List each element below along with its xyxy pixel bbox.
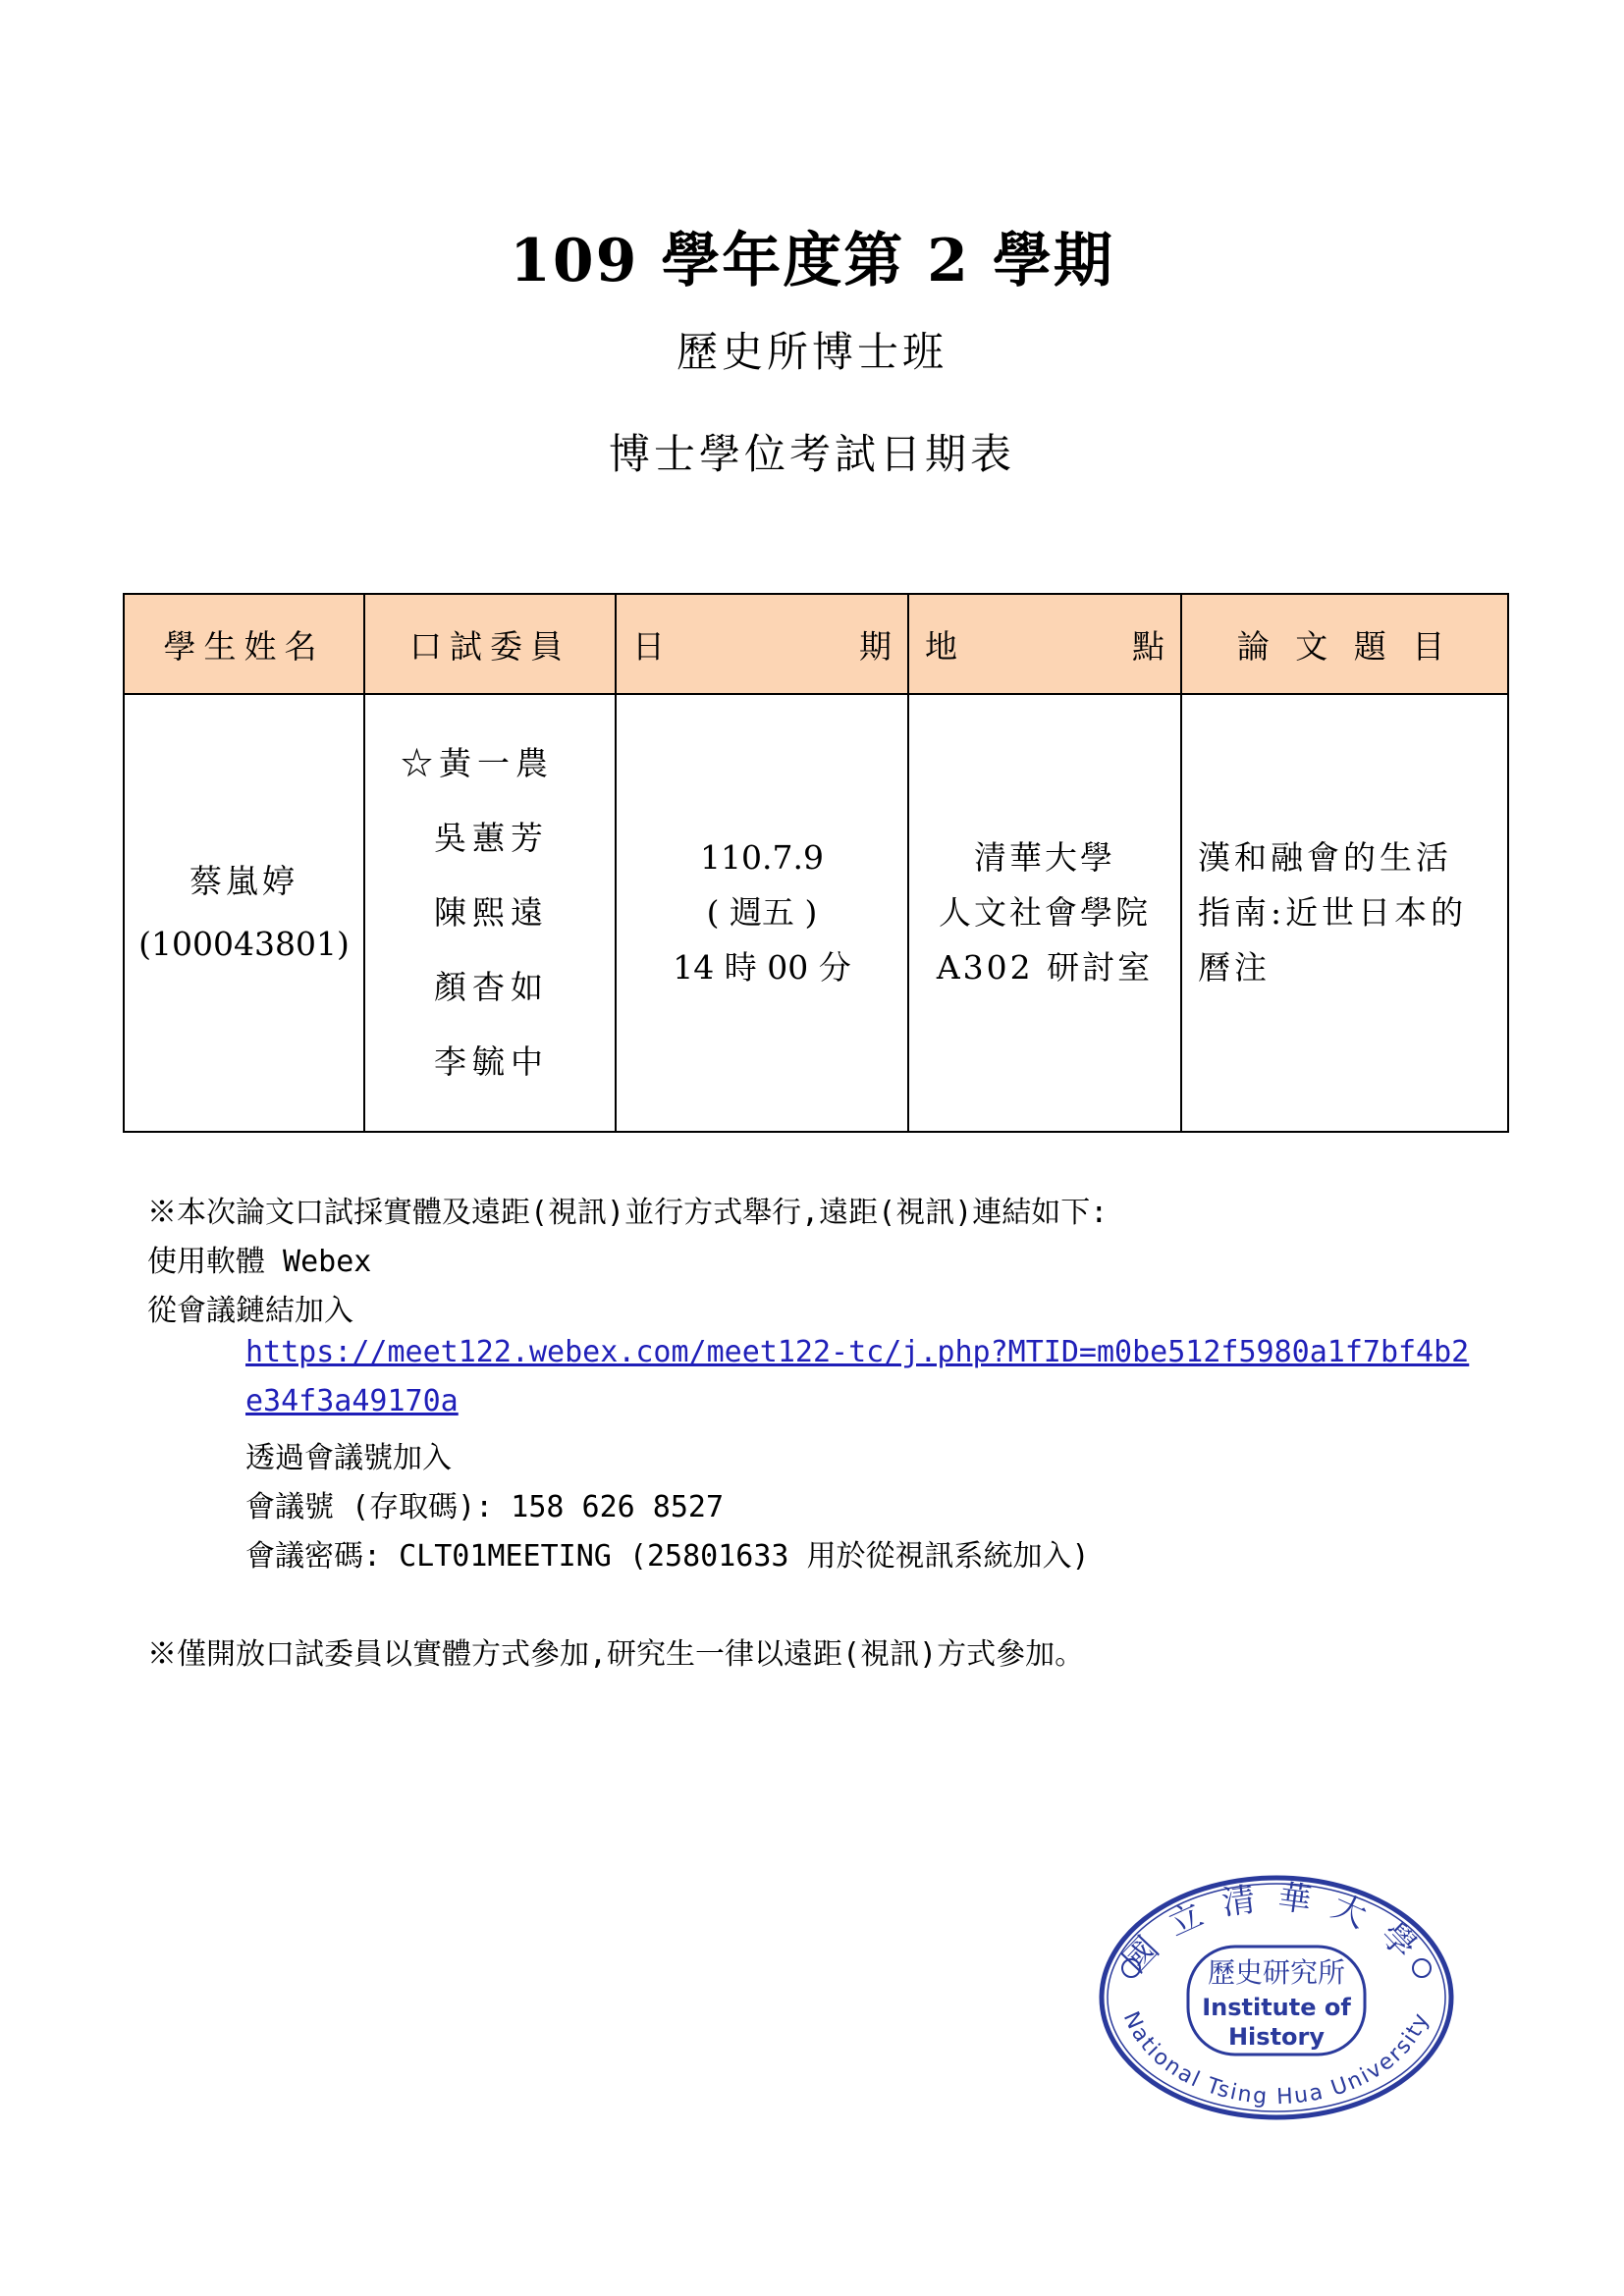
header-thesis: 論 文 題 目 xyxy=(1181,594,1508,694)
stamp-bottom-text: National Tsing Hua University xyxy=(1117,2007,1435,2110)
exam-schedule-table xyxy=(123,593,1509,1133)
document-title: 博士學位考試日期表 xyxy=(608,430,1015,478)
thesis-line: 曆注 xyxy=(1198,948,1271,987)
header-place-left: 地 xyxy=(925,626,957,666)
page-title: 109 學年度第 2 學期 xyxy=(510,227,1114,295)
table-header-row xyxy=(124,594,1508,694)
note-hybrid-format: ※本次論文口試採實體及遠距(視訊)並行方式舉行,遠距(視訊)連結如下: xyxy=(147,1196,1109,1230)
department-title: 歷史所博士班 xyxy=(676,328,947,376)
meeting-link-part1[interactable]: https://meet122.webex.com/meet122-tc/j.php?MTID=m0be512f5980a1f7bf4b2 xyxy=(245,1335,1470,1369)
committee-member: 吳蕙芳 xyxy=(434,819,549,857)
stamp-center-line1: 歷史研究所 xyxy=(1207,1956,1346,1989)
header-student: 學生姓名 xyxy=(124,594,364,694)
exam-weekday: ( 週五 ) xyxy=(706,893,818,932)
committee-member: 陳熙遠 xyxy=(434,893,549,932)
header-date-right: 期 xyxy=(859,626,892,666)
cell-thesis xyxy=(1181,694,1508,1132)
place-line: 清華大學 xyxy=(974,838,1115,877)
note-join-by-link: 從會議鏈結加入 xyxy=(147,1294,353,1328)
student-name: 蔡嵐婷 xyxy=(189,862,298,900)
stamp-top-text: 國立清華大學 xyxy=(1114,1877,1438,1981)
header-place-right: 點 xyxy=(1132,626,1164,666)
meeting-link-part2[interactable]: e34f3a49170a xyxy=(245,1384,459,1418)
place-line: A302 研討室 xyxy=(936,948,1154,987)
institute-seal-stamp xyxy=(1090,1870,1463,2125)
committee-member: 李毓中 xyxy=(434,1042,549,1081)
thesis-line: 指南:近世日本的 xyxy=(1198,893,1468,932)
meeting-password: 會議密碼: CLT01MEETING (25801633 用於從視訊系統加入) xyxy=(245,1539,1090,1574)
header-place xyxy=(908,594,1181,694)
exam-time: 14 時 00 分 xyxy=(673,948,851,987)
stamp-center-line2: Institute of xyxy=(1202,1994,1351,2021)
thesis-line: 漢和融會的生活 xyxy=(1198,838,1452,877)
cell-committee xyxy=(364,694,616,1132)
header-date-left: 日 xyxy=(632,626,665,666)
header-date xyxy=(616,594,908,694)
place-line: 人文社會學院 xyxy=(939,893,1151,932)
table-row xyxy=(124,694,1508,1132)
header-committee: 口試委員 xyxy=(364,594,616,694)
student-id: (100043801) xyxy=(138,925,350,963)
note-attendance-policy: ※僅開放口試委員以實體方式參加,研究生一律以遠距(視訊)方式參加。 xyxy=(147,1637,1085,1672)
cell-place xyxy=(908,694,1181,1132)
meeting-number: 會議號 (存取碼): 158 626 8527 xyxy=(245,1490,725,1524)
committee-member: ☆黃一農 xyxy=(401,744,554,782)
note-software: 使用軟體 Webex xyxy=(147,1245,372,1279)
stamp-center-line3: History xyxy=(1227,2023,1326,2051)
cell-date xyxy=(616,694,908,1132)
meeting-link[interactable] xyxy=(245,1335,1469,1369)
exam-date: 110.7.9 xyxy=(700,838,824,877)
note-join-by-number: 透過會議號加入 xyxy=(245,1441,452,1475)
committee-member: 顏杳如 xyxy=(434,968,549,1006)
cell-student xyxy=(124,694,364,1132)
